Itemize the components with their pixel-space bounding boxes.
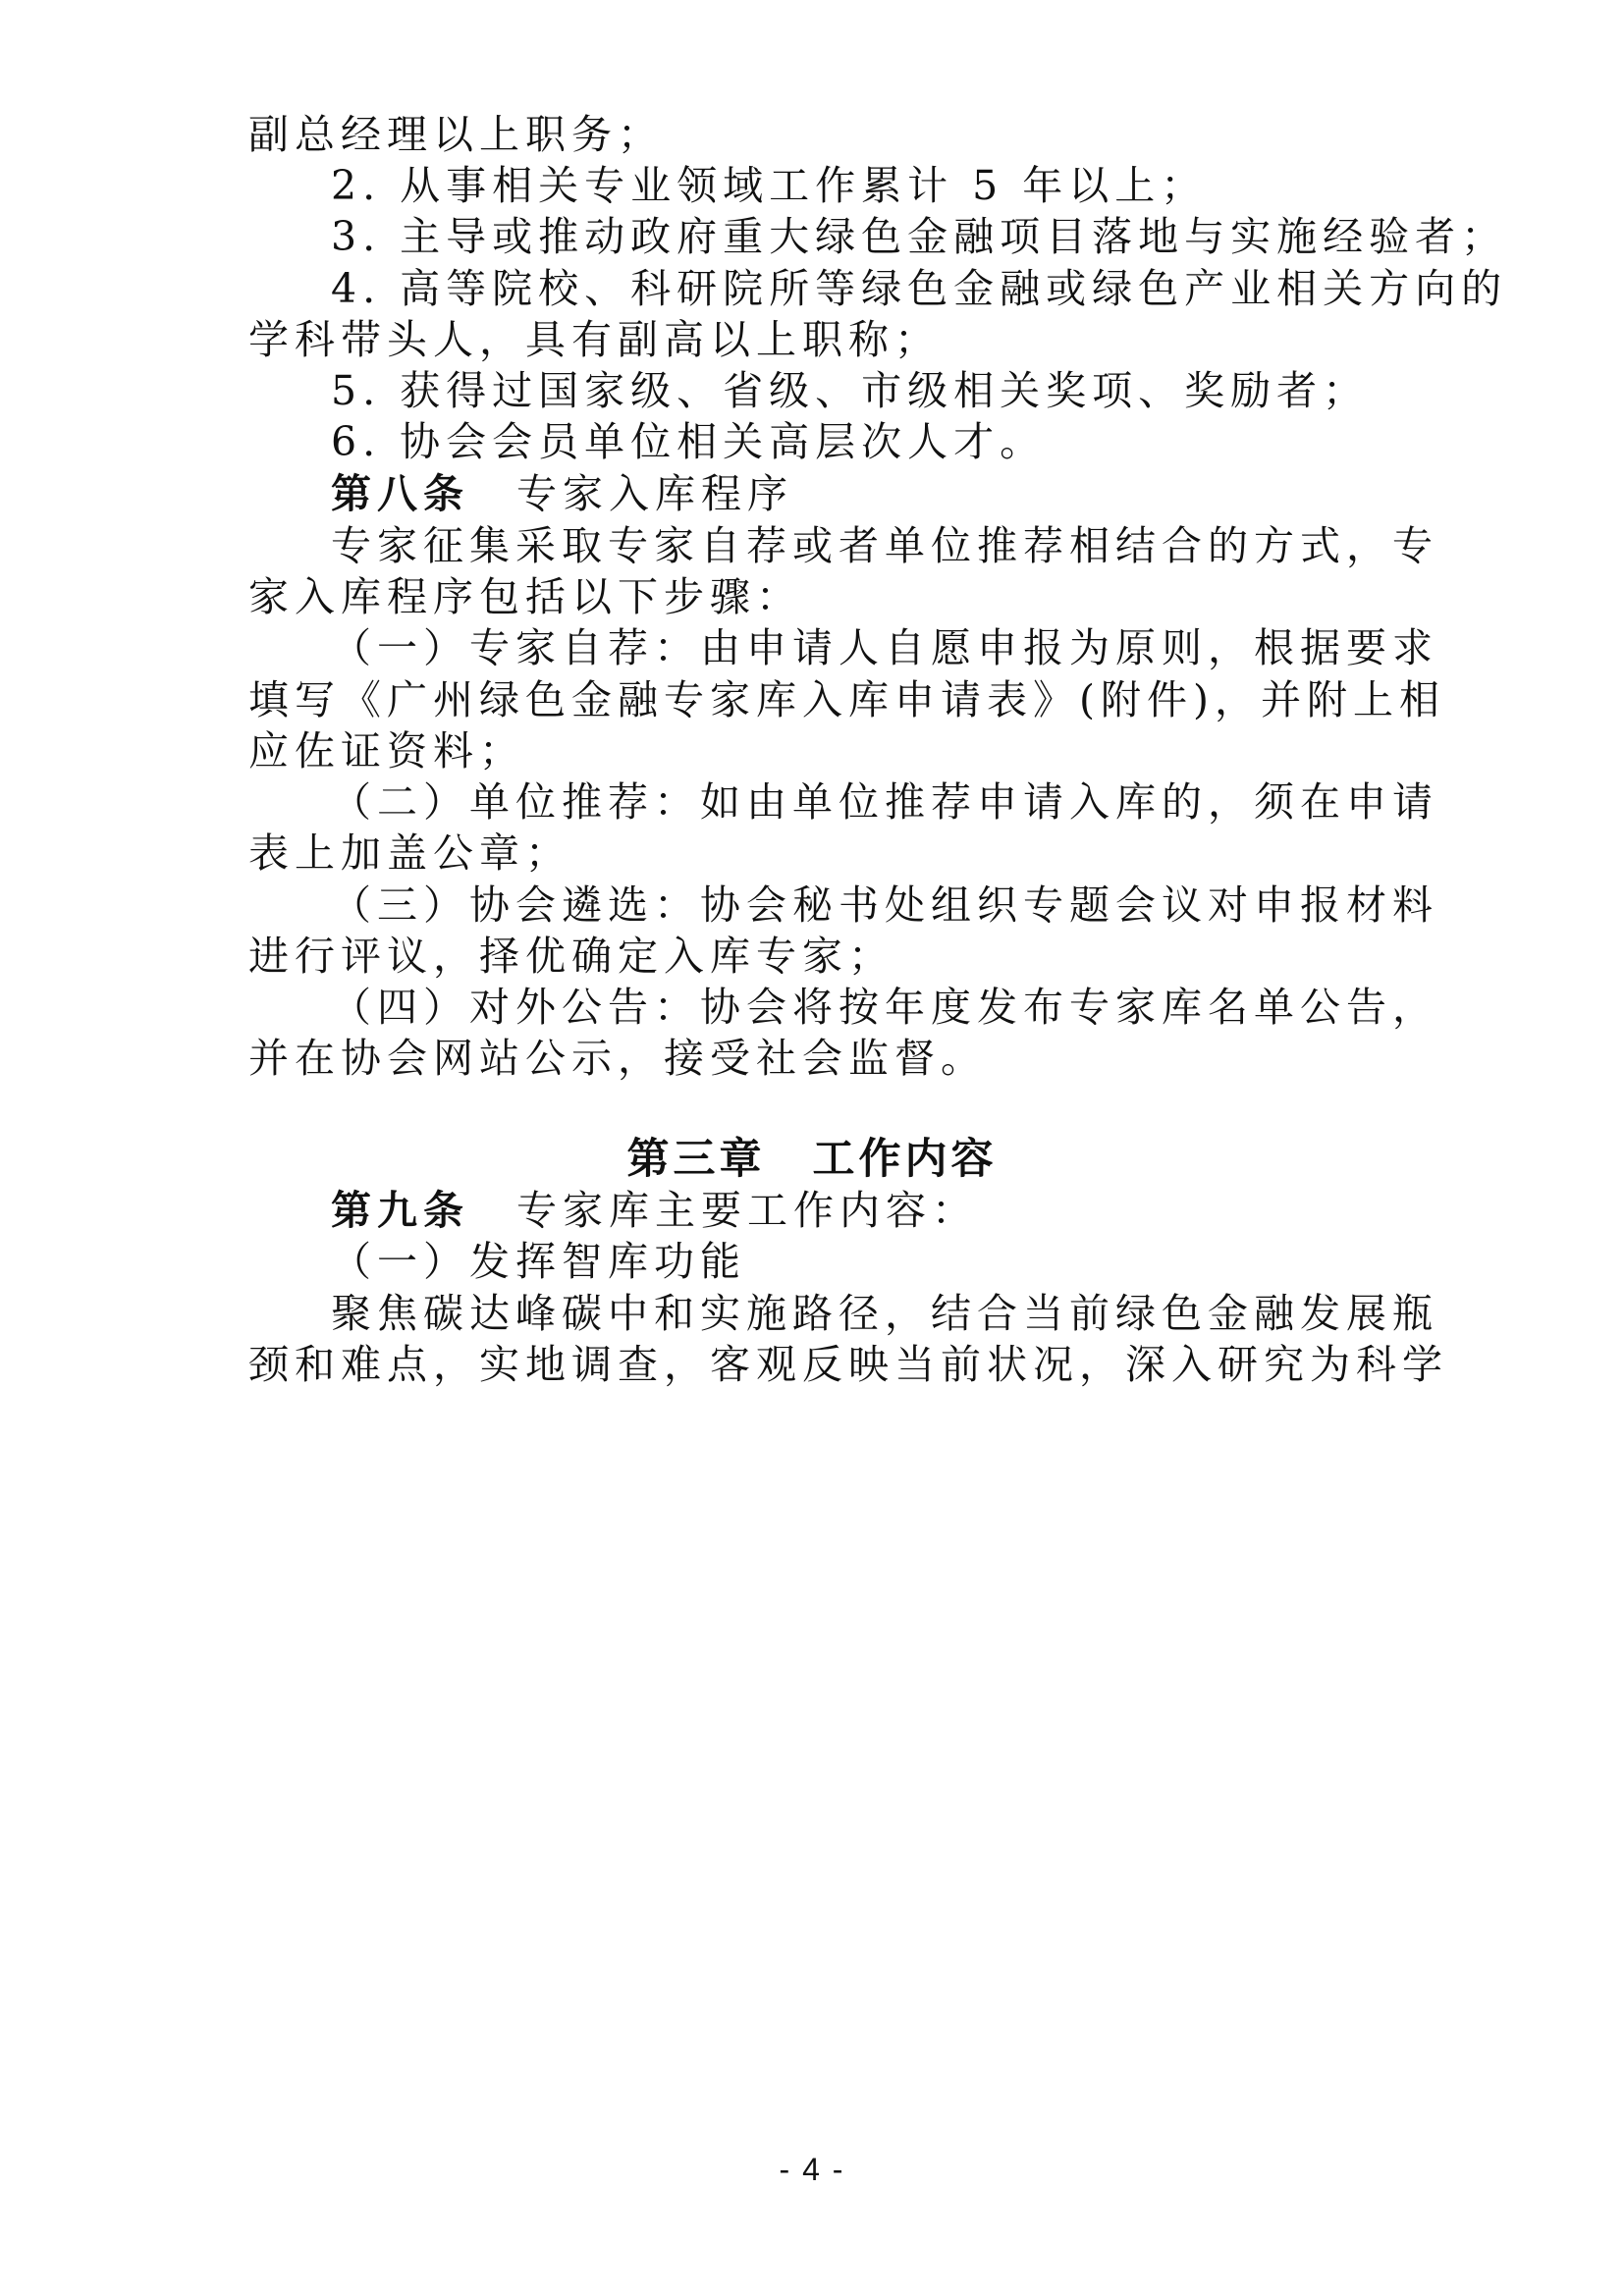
step-4: （四）对外公告：协会将按年度发布专家库名单公告， [331,984,1438,1031]
chapter-heading [0,1133,1624,1186]
text-line: 颈和难点，实地调查，客观反映当前状况，深入研究为科学 [248,1341,1448,1388]
text-line: 学科带头人，具有副高以上职称； [248,316,941,363]
text-line: 家入库程序包括以下步骤： [248,573,802,620]
step-1: （一）专家自荐：由申请人自愿申报为原则，根据要求 [331,624,1438,671]
chapter-title: 工作内容 [812,1135,998,1184]
text-line: 应佐证资料； [248,727,525,774]
step-2: （二）单位推荐：如由单位推荐申请入库的，须在申请 [331,778,1438,826]
text-line: 专家征集采取专家自荐或者单位推荐相结合的方式，专 [331,522,1438,569]
page-number: - 4 - [779,2152,845,2187]
article-9-title: 专家库主要工作内容： [516,1187,978,1234]
text-line: 聚焦碳达峰碳中和实施路径，结合当前绿色金融发展瓶 [331,1290,1438,1337]
article-8-title: 专家入库程序 [516,470,793,517]
article-9-label: 第九条 [331,1187,469,1234]
list-item-2: 2. 从事相关专业领域工作累计 5 年以上； [331,162,1208,209]
list-item-5: 5. 获得过国家级、省级、市级相关奖项、奖励者； [331,367,1370,414]
text-line: 填写《广州绿色金融专家库入库申请表》(附件)，并附上相 [248,676,1445,723]
section-heading: （一）发挥智库功能 [331,1238,746,1285]
text-line: 副总经理以上职务； [248,111,664,158]
list-item-3: 3. 主导或推动政府重大绿色金融项目落地与实施经验者； [331,213,1508,260]
article-8-label: 第八条 [331,470,469,517]
list-item-6: 6. 协会会员单位相关高层次人才。 [331,418,1047,465]
article-8-heading [331,468,1387,519]
chapter-label: 第三章 [626,1135,766,1184]
step-3: （三）协会遴选：协会秘书处组织专题会议对申报材料 [331,881,1438,929]
list-item-4: 4. 高等院校、科研院所等绿色金融或绿色产业相关方向的 [331,265,1508,312]
text-line: 表上加盖公章； [248,829,571,877]
article-9-heading [331,1185,1387,1236]
text-line: 并在协会网站公示，接受社会监督。 [248,1035,987,1082]
text-line: 进行评议，择优确定入库专家； [248,933,894,980]
